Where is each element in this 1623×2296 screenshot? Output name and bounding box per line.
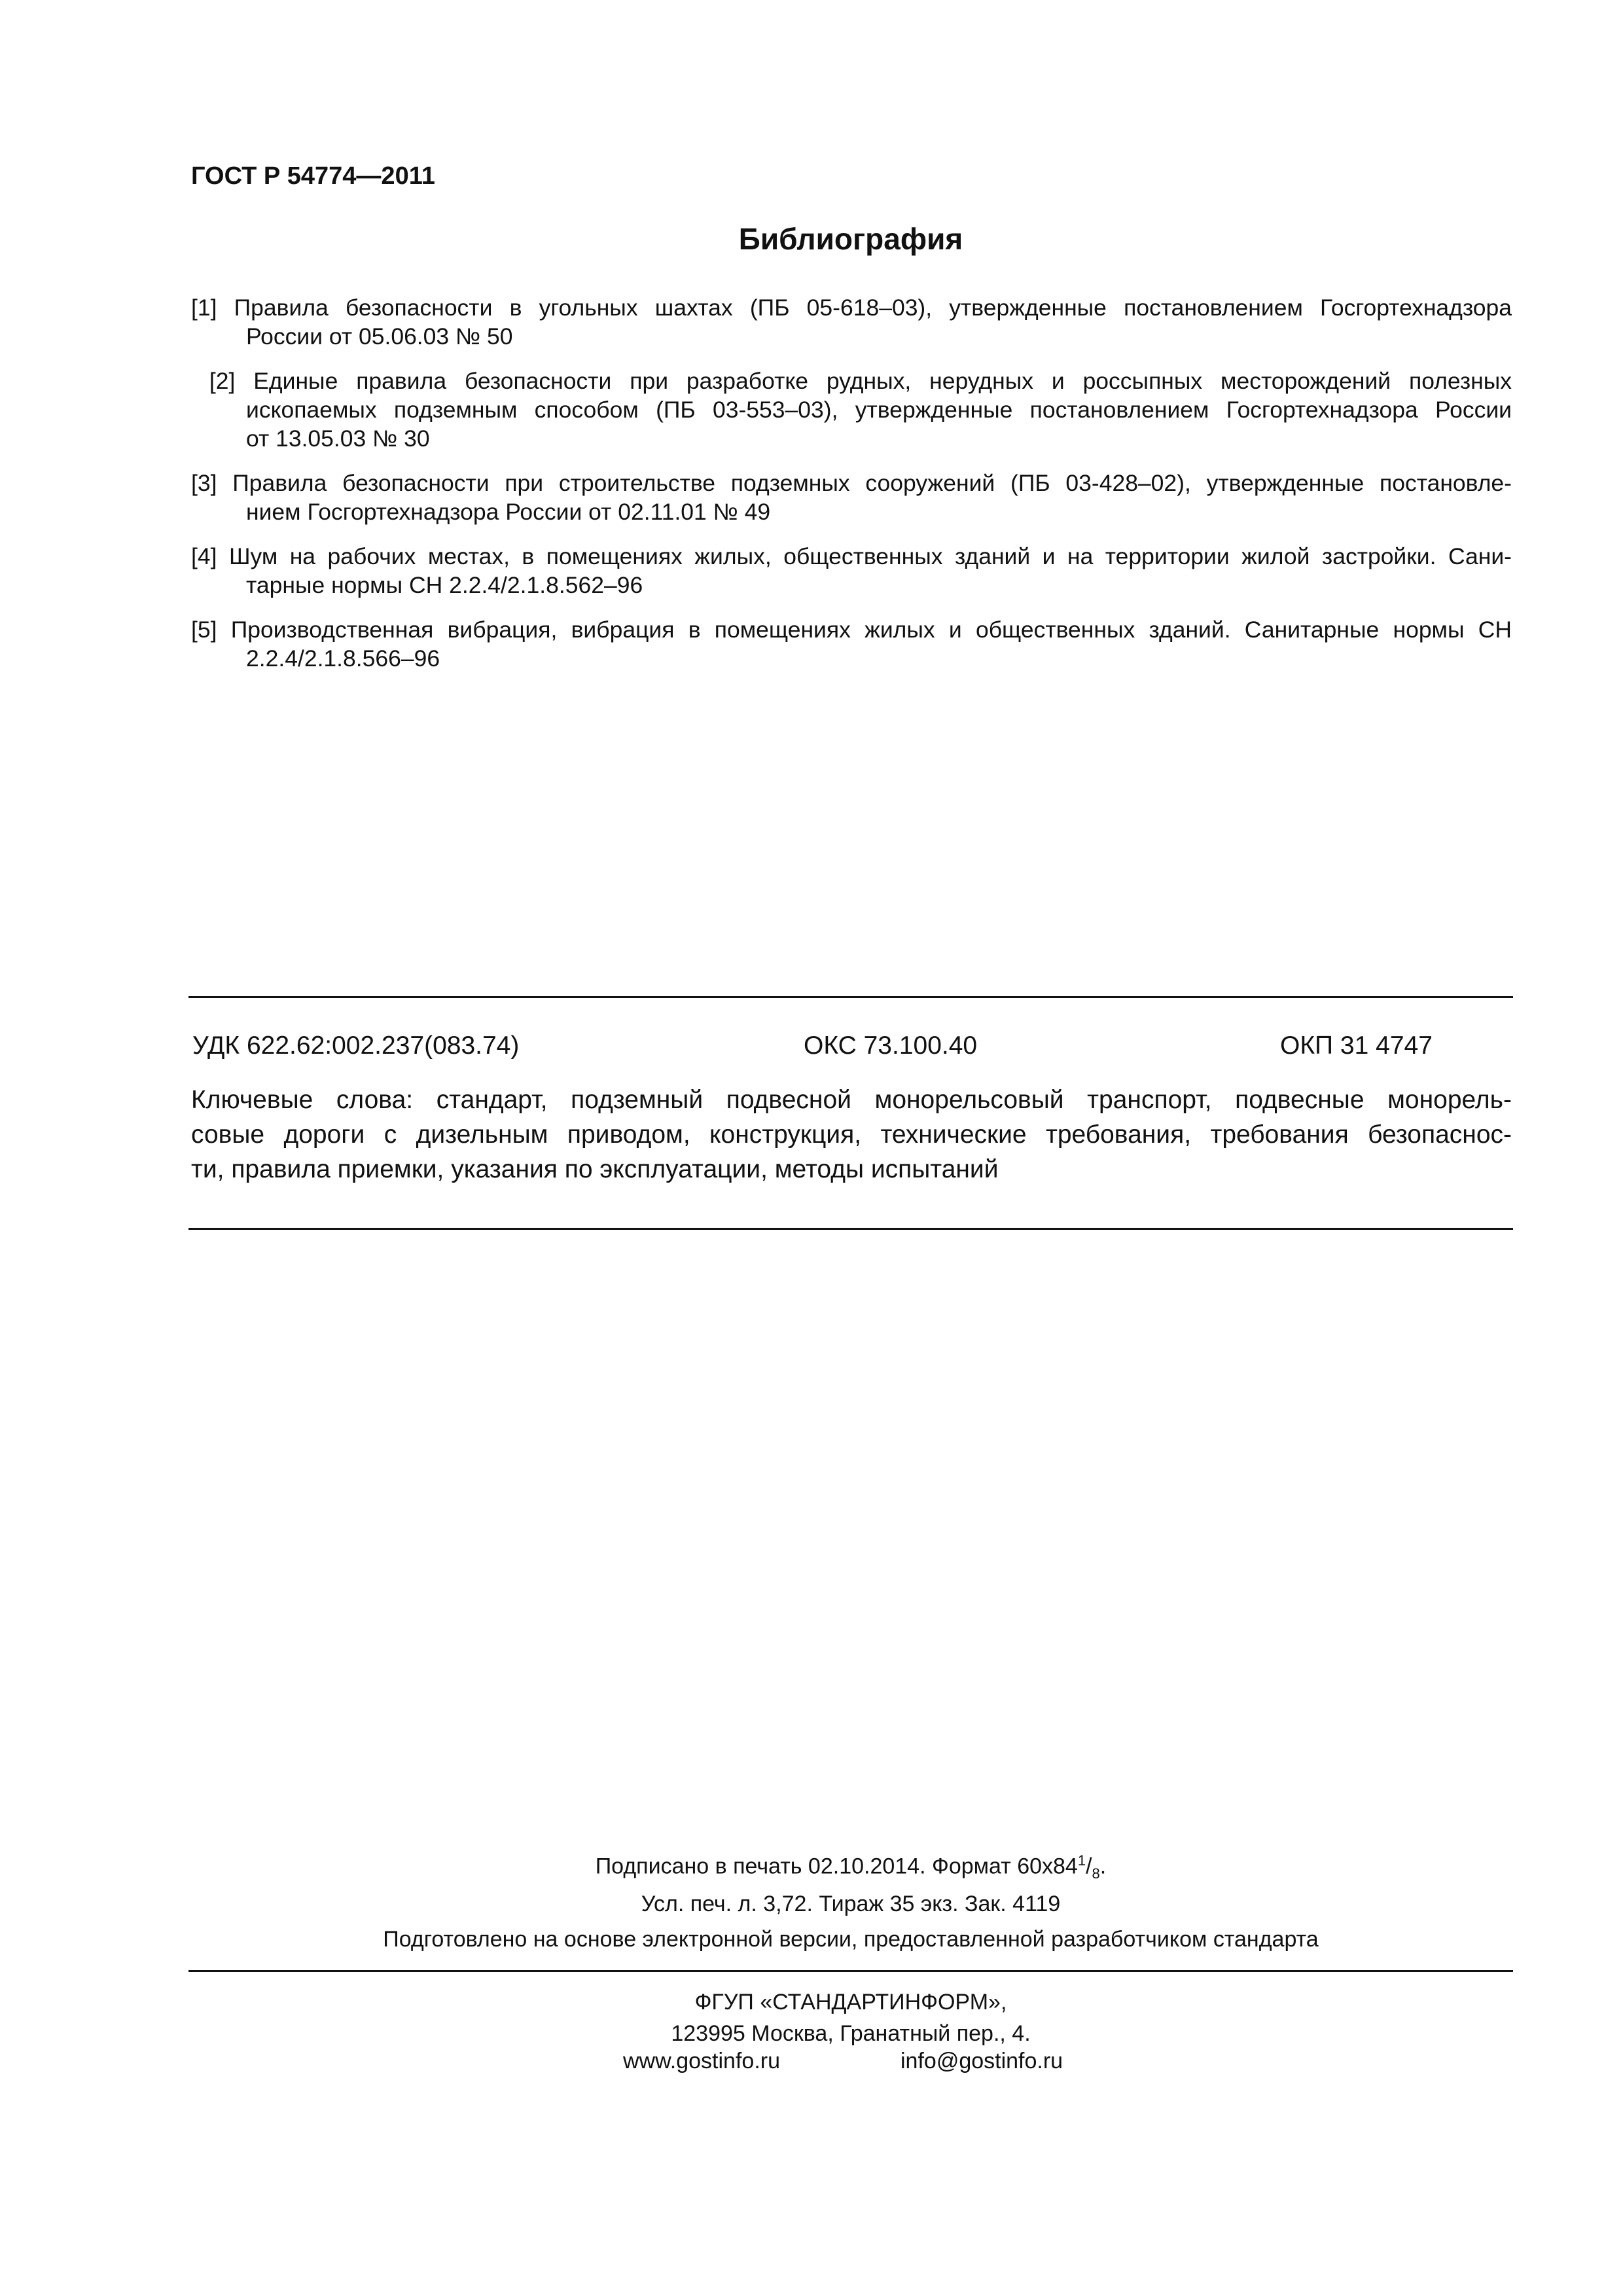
format-subscript: 8 [1092, 1865, 1100, 1882]
divider [188, 996, 1513, 998]
publisher-email[interactable]: info@gostinfo.ru [901, 2049, 1063, 2073]
entry-line: [1] Правила безопасности в угольных шахтах (ПБ 05-618–03), утвержденные постановлением Госгортехнадзора [191, 295, 1512, 321]
keywords-line: Ключевые слова: стандарт, подземный подвесной монорельсовый транспорт, подвесные монорель- [191, 1086, 1512, 1114]
bibliography-entry-4 [191, 542, 1512, 600]
entry-line: [5] Производственная вибрация, вибрация в помещениях жилых и общественных зданий. Санитарные нормы СН [191, 617, 1512, 643]
entry-line: [3] Правила безопасности при строительстве подземных сооружений (ПБ 03-428–02), утвержденные постановле- [191, 470, 1512, 496]
bibliography-entry-3 [191, 469, 1512, 526]
prepared-note: Подготовлено на основе электронной версии, предоставленной разработчиком стандарта [383, 1927, 1319, 1952]
entry-line: [4] Шум на рабочих местах, в помещениях жилых, общественных зданий и на территории жилой застройки. Сани- [191, 543, 1512, 569]
bibliography-entry-5 [191, 615, 1512, 673]
okp-code: ОКП 31 4747 [1280, 1031, 1433, 1060]
publisher-address: 123995 Москва, Гранатный пер., 4. [671, 2021, 1031, 2046]
divider [188, 1228, 1513, 1230]
publisher-name: ФГУП «СТАНДАРТИНФОРМ», [694, 1990, 1007, 2015]
bibliography-title: Библиография [738, 222, 963, 256]
keywords-line: совые дороги с дизельным приводом, конструкция, технические требования, требования безопаснос- [191, 1121, 1512, 1149]
udk-code: УДК 622.62:002.237(083.74) [192, 1031, 520, 1060]
format-superscript: 1 [1077, 1852, 1086, 1869]
publisher-website[interactable]: www.gostinfo.ru [623, 2049, 780, 2073]
entry-line: 2.2.4/2.1.8.566–96 [246, 645, 440, 672]
entry-line: России от 05.06.03 № 50 [246, 323, 513, 350]
divider [188, 1970, 1513, 1972]
keywords-line: ти, правила приемки, указания по эксплуатации, методы испытаний [191, 1155, 999, 1183]
entry-line: тарные нормы СН 2.2.4/2.1.8.562–96 [246, 572, 643, 598]
bibliography-entry-1 [191, 293, 1512, 351]
entry-line: нием Госгортехнадзора России от 02.11.01 № 49 [246, 499, 771, 525]
entry-line: от 13.05.03 № 30 [246, 425, 430, 452]
entry-line: ископаемых подземным способом (ПБ 03-553–03), утвержденные постановлением Госгортехнадзора России [246, 397, 1512, 423]
document-code: ГОСТ Р 54774—2011 [191, 162, 435, 190]
keywords [191, 1083, 1512, 1187]
oks-code: ОКС 73.100.40 [804, 1031, 978, 1060]
entry-line: [2] Единые правила безопасности при разработке рудных, нерудных и россыпных месторождений полезных [191, 368, 1512, 394]
print-details-line: Усл. печ. л. 3,72. Тираж 35 экз. Зак. 4119 [641, 1892, 1061, 1916]
bibliography-entry-2 [191, 367, 1512, 453]
print-signed-line: Подписано в печать 02.10.2014. Формат $60x84^1/_8$. [595, 1852, 1107, 1882]
